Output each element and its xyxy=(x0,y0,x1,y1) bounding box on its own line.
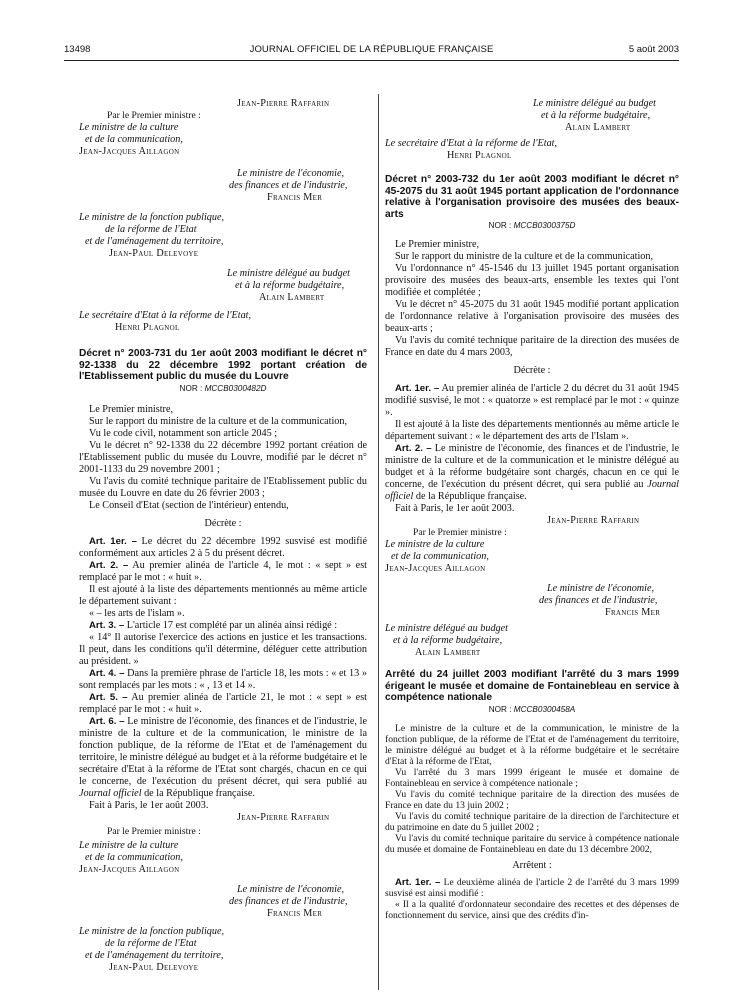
decrete-heading: Décrète : xyxy=(204,517,242,529)
article-label: Art. 1er. – xyxy=(395,383,440,394)
journal-title: JOURNAL OFFICIEL DE LA RÉPUBLIQUE FRANÇAISE xyxy=(249,44,494,55)
signature-name: Henri Plagnol xyxy=(447,150,512,161)
article-label: Art. 1er. – xyxy=(89,535,137,547)
article-text: de la République française. xyxy=(141,787,255,799)
signature-intro: Par le Premier ministre : xyxy=(107,110,201,121)
signature-title: Le ministre délégué au budget xyxy=(533,98,656,109)
signature-name: Jean-Pierre Raffarin xyxy=(547,515,640,526)
signature-title: de la réforme de l'Etat xyxy=(105,224,197,235)
article xyxy=(79,668,367,692)
paragraph: Vu l'avis du comité technique paritaire de la direction des musées de France en date du 13 juin 2002 ; xyxy=(385,788,679,811)
article-text: Au premier alinéa de l'article 4, le mot : « sept » est remplacé par le mot : « huit ». xyxy=(79,559,367,583)
paragraph: Vu l'avis du comité technique paritaire de la direction de l'architecture et du patrimoine en date du 5 juillet 2002 ; xyxy=(385,810,679,833)
fait-line: Fait à Paris, le 1er août 2003. xyxy=(89,799,209,811)
signature-name: Alain Lambert xyxy=(415,647,481,658)
paragraph: Le Conseil d'Etat (section de l'intérieur) entendu, xyxy=(89,499,289,511)
signature-name: Jean-Jacques Aillagon xyxy=(385,563,486,574)
article-text: Le ministre de l'économie, des finances et de l'industrie, le ministre de la culture et de la communication, le ministre de la fonction publique, de la réforme de l'Etat et de l'aménagement du territoire, le ministre délégué au budget et à la réforme budgétaire et le secrétaire d'Etat à la réforme de l'Etat sont chargés, chacun en ce qui le concerne, de l'exécution du présent décret, qui sera publié au xyxy=(79,715,367,787)
nor-code: MCCB0300482D xyxy=(204,383,267,393)
article-label: Art. 5. – xyxy=(89,691,128,703)
paragraph: Le ministre de la culture et de la communication, le ministre de la fonction publique, de la réforme de l'Etat et de l'aménagement du territoire, le ministre délégué au budget et à la réforme budgétaire et le secrétaire d'Etat à la réforme de l'Etat, xyxy=(385,722,679,767)
signature-title: Le ministre de la fonction publique, xyxy=(79,212,225,223)
issue-date: 5 août 2003 xyxy=(628,44,679,55)
decrete-heading: Décrète : xyxy=(513,365,551,376)
arretent-heading: Arrêtent : xyxy=(512,859,552,871)
article-text: Dans la première phrase de l'article 18, les mots : « et 13 » sont remplacés par les mots : « , 13 et 14 ». xyxy=(79,667,367,691)
signature-name: Jean-Jacques Aillagon xyxy=(79,146,180,157)
paragraph: Vu l'avis du comité technique paritaire de la direction des musées de France en date du 4 mars 2003, xyxy=(385,335,679,358)
signature-name: Francis Mer xyxy=(267,192,323,203)
arrete-title: Arrêté du 24 juillet 2003 modifiant l'arrêté du 3 mars 1999 érigeant le musée et domaine de Fontainebleau en service à compétence nationale xyxy=(385,669,679,703)
signature-title: Le ministre délégué au budget xyxy=(385,623,508,634)
signature-intro: Par le Premier ministre : xyxy=(413,527,507,538)
article-label: Art. 2. – xyxy=(89,559,129,571)
signature-title: Le ministre de la culture xyxy=(79,839,179,851)
nor-reference xyxy=(385,704,679,716)
signature-title: et de la communication, xyxy=(85,134,183,145)
article xyxy=(385,443,679,503)
paragraph: Vu le décret n° 92-1338 du 22 décembre 1992 portant création de l'Etablissement public du musée du Louvre, modifié par le décret n° 2001-1133 du 29 novembre 2001 ; xyxy=(79,439,367,475)
article-text: Au premier alinéa de l'article 2 du décret du 31 août 1945 modifié susvisé, le mot : « quatorze » est remplacé par le mot : « quinze ». xyxy=(385,383,679,418)
decree-title: Décret n° 2003-731 du 1er août 2003 modifiant le décret n° 92-1338 du 22 décembre 1992 portant création de l'Etablissement public du musée du Louvre xyxy=(79,348,367,382)
paragraph: Il est ajouté à la liste des départements mentionnés au même article le département suivant : « le département des arts de l'Islam ». xyxy=(385,419,680,442)
signature-title: Le ministre de la culture xyxy=(385,539,485,550)
article-text: Au premier alinéa de l'article 21, le mot : « sept » est remplacé par le mot : « huit ». xyxy=(79,691,367,715)
page-number: 13498 xyxy=(64,44,91,55)
fait-line: Fait à Paris, le 1er août 2003. xyxy=(395,503,515,514)
paragraph: Vu le décret n° 45-2075 du 31 août 1945 modifié portant application de l'ordonnance relative à l'organisation provisoire des musées des beaux-arts ; xyxy=(385,299,679,334)
signature-name: Francis Mer xyxy=(267,907,323,919)
header-rule xyxy=(64,60,679,61)
nor-reference xyxy=(79,383,367,395)
article xyxy=(385,383,679,419)
nor-code: MCCB0300458A xyxy=(513,704,576,714)
signature-title: et à la réforme budgétaire, xyxy=(235,280,345,291)
article xyxy=(385,877,679,899)
signature-title: des finances et de l'industrie, xyxy=(539,595,658,606)
paragraph: Vu l'ordonnance n° 45-1546 du 13 juillet 1945 portant organisation provisoire des musées des beaux-arts, ensemble les textes qui l'ont modifiée et complétée ; xyxy=(385,263,679,298)
signature-name: Jean-Paul Delevoye xyxy=(109,961,199,973)
signature-intro: Par le Premier ministre : xyxy=(107,825,201,837)
article-text: de la République française. xyxy=(413,491,527,502)
paragraph: Il est ajouté à la liste des départements mentionnés au même article le département suivant : xyxy=(79,583,367,607)
paragraph: « 14° Il autorise l'exercice des actions en justice et les transactions. Il peut, dans les conditions qu'il détermine, déléguer cette attribution au président. » xyxy=(79,631,367,667)
signature-name: Jean-Jacques Aillagon xyxy=(79,863,180,875)
signature-title: de la réforme de l'Etat xyxy=(105,937,197,949)
paragraph: Sur le rapport du ministre de la culture et de la communication, xyxy=(89,415,348,427)
paragraph: Vu l'avis du comité technique paritaire du service à compétence nationale du musée et domaine de Fontainebleau en date du 13 décembre 2002, xyxy=(385,832,679,855)
article-label: Art. 2. – xyxy=(395,443,432,454)
article-text: Le décret du 22 décembre 1992 susvisé est modifié conformément aux articles 2 à 5 du présent décret. xyxy=(79,535,367,559)
paragraph: « – les arts de l'islam ». xyxy=(89,607,185,619)
paragraph: Vu le code civil, notamment son article 2045 ; xyxy=(89,427,278,439)
signature-title: et de l'aménagement du territoire, xyxy=(85,236,224,247)
article xyxy=(79,620,367,632)
article-text: L'article 17 est complété par un alinéa ainsi rédigé : xyxy=(124,619,338,631)
article-label: Art. 1er. – xyxy=(395,876,441,888)
journal-reference: Journal officiel xyxy=(385,479,679,502)
paragraph: Le Premier ministre, xyxy=(395,239,480,250)
article-text: Le ministre de l'économie, des finances et de l'industrie, le ministre de la culture et de la communication et le ministre délégué au budget et à la réforme budgétaire sont chargés, chacun en ce qui le concerne, de l'exécution du présent décret, qui sera publié au xyxy=(385,443,679,490)
signature-name: Alain Lambert xyxy=(259,292,325,303)
signature-title: et à la réforme budgétaire, xyxy=(541,110,651,121)
signature-name: Jean-Paul Delevoye xyxy=(109,248,199,259)
nor-reference xyxy=(385,220,679,232)
right-column xyxy=(385,98,679,921)
article-label: Art. 6. – xyxy=(89,715,125,727)
signature-title: Le secrétaire d'Etat à la réforme de l'Etat, xyxy=(79,310,252,321)
decree-title: Décret n° 2003-732 du 1er août 2003 modifiant le décret n° 45-2075 du 31 août 1945 portant application de l'ordonnance relative à l'organisation provisoire des musées des beaux-arts xyxy=(385,174,679,220)
nor-code: MCCB0300375D xyxy=(513,221,576,230)
page-header xyxy=(64,44,679,58)
signature-title: Le ministre délégué au budget xyxy=(227,268,350,279)
signature-title: Le secrétaire d'Etat à la réforme de l'Etat, xyxy=(385,138,558,149)
signature-title: des finances et de l'industrie, xyxy=(229,180,348,191)
signature-title: Le ministre de l'économie, xyxy=(547,583,655,594)
article-label: Art. 4. – xyxy=(89,667,125,679)
signature-title: et de la communication, xyxy=(85,851,183,863)
paragraph: « Il a la qualité d'ordonnateur secondaire des recettes et des dépenses de fonctionnement du service, ainsi que des crédits d'in- xyxy=(385,898,679,921)
signature-name: Jean-Pierre Raffarin xyxy=(237,98,330,109)
article xyxy=(79,692,367,716)
signature-title: Le ministre de la culture xyxy=(79,122,179,133)
signature-name: Jean-Pierre Raffarin xyxy=(237,811,330,823)
paragraph: Le Premier ministre, xyxy=(89,403,174,415)
journal-reference: Journal officiel xyxy=(79,787,142,799)
signature-title: et à la réforme budgétaire, xyxy=(393,635,503,646)
article-label: Art. 3. – xyxy=(89,619,125,631)
article xyxy=(79,560,367,584)
signature-name: Alain Lambert xyxy=(565,122,631,133)
left-column xyxy=(79,98,367,974)
signature-title: Le ministre de l'économie, xyxy=(237,883,345,895)
paragraph: Vu l'avis du comité technique paritaire de l'Etablissement public du musée du Louvre en date du 26 février 2003 ; xyxy=(79,475,367,499)
signature-title: Le ministre de la fonction publique, xyxy=(79,925,225,937)
signature-name: Francis Mer xyxy=(605,607,661,618)
column-divider xyxy=(378,94,379,990)
paragraph: Vu l'arrêté du 3 mars 1999 érigeant le musée et domaine de Fontainebleau en service à compétence nationale ; xyxy=(385,766,679,789)
signature-name: Henri Plagnol xyxy=(115,322,180,333)
article-text: Le deuxième alinéa de l'article 2 de l'arrêté du 3 mars 1999 susvisé est ainsi modifié : xyxy=(385,876,680,899)
signature-title: et de l'aménagement du territoire, xyxy=(85,949,224,961)
signature-title: et de la communication, xyxy=(391,551,489,562)
signature-title: Le ministre de l'économie, xyxy=(237,168,345,179)
article xyxy=(79,536,367,560)
nor-label: NOR : xyxy=(488,704,512,714)
signature-title: des finances et de l'industrie, xyxy=(229,895,348,907)
nor-label: NOR : xyxy=(488,221,512,230)
nor-label: NOR : xyxy=(179,383,203,393)
paragraph: Sur le rapport du ministre de la culture et de la communication, xyxy=(395,251,654,262)
article xyxy=(79,716,367,800)
